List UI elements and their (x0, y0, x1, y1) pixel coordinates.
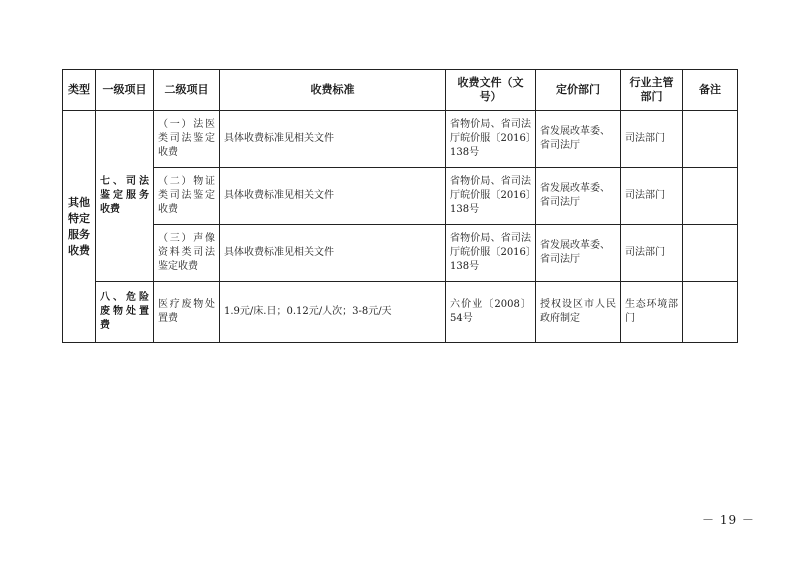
level2-cell: （三）声像资料类司法鉴定收费 (154, 225, 220, 282)
document-cell: 省物价局、省司法厅皖价服〔2016〕138号 (446, 168, 536, 225)
supervisor-cell: 生态环境部门 (621, 282, 683, 343)
pricing-dept-cell: 省发展改革委、省司法厅 (536, 225, 621, 282)
pricing-dept-cell: 授权设区市人民政府制定 (536, 282, 621, 343)
type-cell: 其他特定服务收费 (63, 111, 96, 343)
header-supervisor: 行业主管部门 (621, 70, 683, 111)
supervisor-cell: 司法部门 (621, 168, 683, 225)
level1-cell: 八、危险废物处置费 (96, 282, 154, 343)
table-row (63, 168, 738, 225)
supervisor-cell: 司法部门 (621, 111, 683, 168)
standard-cell: 具体收费标准见相关文件 (220, 168, 446, 225)
header-level2: 二级项目 (154, 70, 220, 111)
header-level1: 一级项目 (96, 70, 154, 111)
supervisor-cell: 司法部门 (621, 225, 683, 282)
remark-cell (683, 225, 738, 282)
document-cell: 六价业〔2008〕54号 (446, 282, 536, 343)
document-cell: 省物价局、省司法厅皖价服〔2016〕138号 (446, 111, 536, 168)
standard-cell: 具体收费标准见相关文件 (220, 111, 446, 168)
remark-cell (683, 111, 738, 168)
table-header-row (63, 70, 738, 111)
header-document: 收费文件（文号） (446, 70, 536, 111)
table-row (63, 111, 738, 168)
remark-cell (683, 282, 738, 343)
header-standard: 收费标准 (220, 70, 446, 111)
pricing-dept-cell: 省发展改革委、省司法厅 (536, 168, 621, 225)
pricing-dept-cell: 省发展改革委、省司法厅 (536, 111, 621, 168)
standard-cell: 具体收费标准见相关文件 (220, 225, 446, 282)
table-row (63, 282, 738, 343)
header-remark: 备注 (683, 70, 738, 111)
level1-cell: 七、司法鉴定服务收费 (96, 111, 154, 282)
header-pricing-dept: 定价部门 (536, 70, 621, 111)
standard-cell: 1.9元/床.日；0.12元/人次；3-8元/天 (220, 282, 446, 343)
header-type: 类型 (63, 70, 96, 111)
table-row (63, 225, 738, 282)
level2-cell: 医疗废物处置费 (154, 282, 220, 343)
document-cell: 省物价局、省司法厅皖价服〔2016〕138号 (446, 225, 536, 282)
remark-cell (683, 168, 738, 225)
page-number: － 19 － (702, 513, 755, 527)
fee-table (62, 69, 738, 343)
level2-cell: （一）法医类司法鉴定收费 (154, 111, 220, 168)
level2-cell: （二）物证类司法鉴定收费 (154, 168, 220, 225)
